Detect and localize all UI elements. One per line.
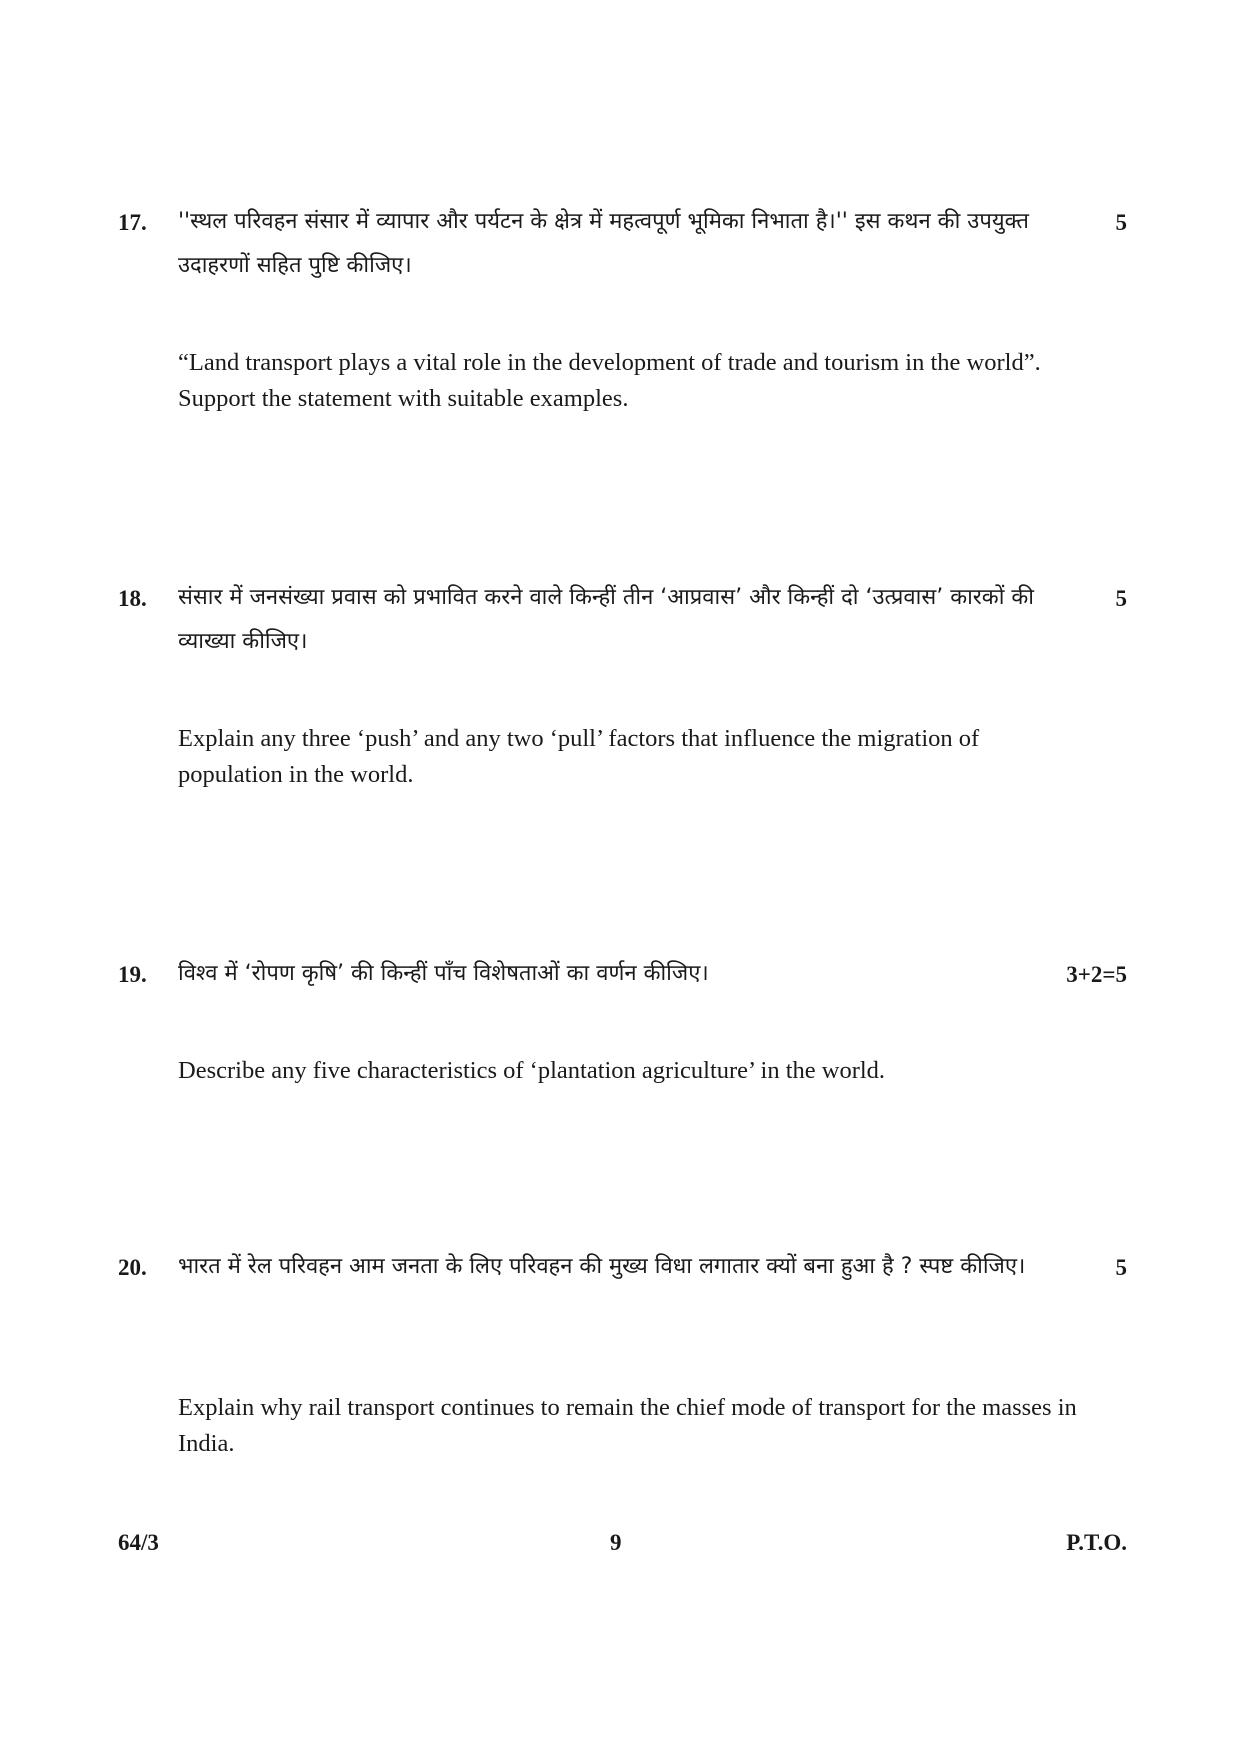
question-text-english: Explain any three ‘push’ and any two ‘pull’ factors that influence the migration of population in the world. bbox=[178, 725, 980, 788]
please-turn-over: P.T.O. bbox=[1066, 1530, 1127, 1555]
question-number: 19. bbox=[118, 962, 147, 987]
question-text-hindi: ''स्थल परिवहन संसार में व्यापार और पर्यटन के क्षेत्र में महत्वपूर्ण भूमिका निभाता है।'' इस कथन की उपयुक्त उदाहरणों सहित पुष्टि कीजिए। bbox=[178, 209, 1029, 278]
question-marks: 5 bbox=[1115, 1255, 1127, 1280]
paper-code: 64/3 bbox=[118, 1530, 159, 1555]
question-number: 17. bbox=[118, 210, 147, 235]
question-number: 18. bbox=[118, 586, 147, 611]
question-marks: 3+2=5 bbox=[1066, 962, 1127, 987]
question-text-english: Describe any five characteristics of ‘plantation agriculture’ in the world. bbox=[178, 1057, 886, 1084]
question-text-hindi: विश्व में ‘रोपण कृषि’ की किन्हीं पाँच विशेषताओं का वर्णन कीजिए। bbox=[178, 961, 709, 986]
question-text-english: Explain why rail transport continues to remain the chief mode of transport for the masses in India. bbox=[178, 1394, 1077, 1457]
question-text-english: “Land transport plays a vital role in the development of trade and tourism in the world”. Support the statement with suitable examples. bbox=[178, 349, 1041, 412]
question-text-hindi: भारत में रेल परिवहन आम जनता के लिए परिवहन की मुख्य विधा लगातार क्यों बना हुआ है ? स्पष्ट कीजिए। bbox=[178, 1254, 1026, 1279]
question-text-hindi: संसार में जनसंख्या प्रवास को प्रभावित करने वाले किन्हीं तीन ‘आप्रवास’ और किन्हीं दो ‘उत्प्रवास’ कारकों की व्याख्या कीजिए। bbox=[178, 585, 1034, 654]
question-marks: 5 bbox=[1115, 210, 1127, 235]
question-number: 20. bbox=[118, 1255, 147, 1280]
page-number: 9 bbox=[610, 1530, 622, 1555]
question-marks: 5 bbox=[1115, 586, 1127, 611]
